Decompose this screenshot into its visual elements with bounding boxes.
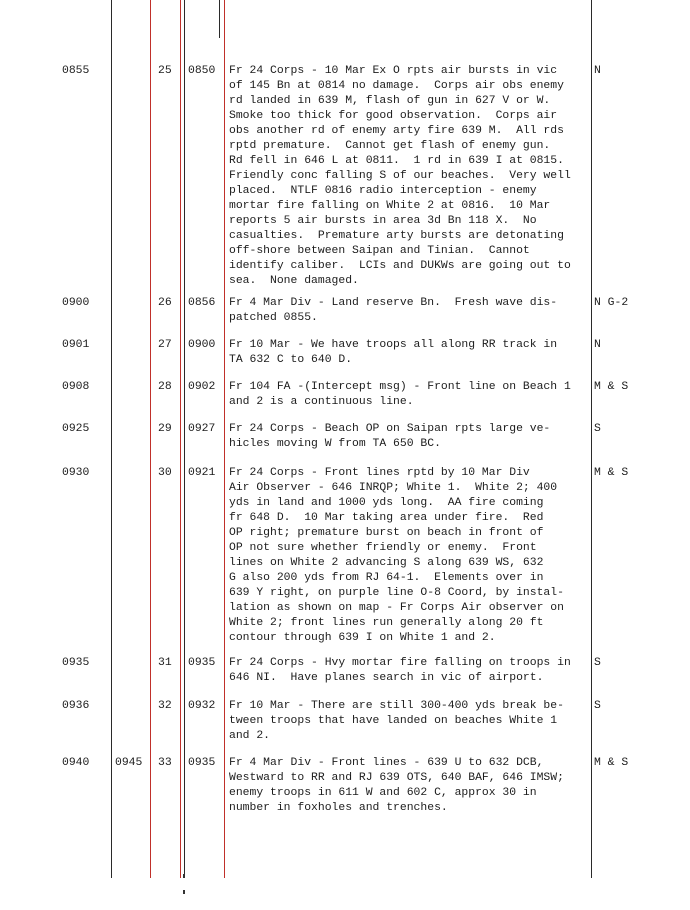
entry-action: M & S [594,381,629,393]
message-line: rptd premature. Cannot get flash of enemy gun. [229,140,551,152]
message-line: sea. None damaged. [229,275,359,287]
entry-number: 32 [158,700,172,712]
column-rule-5 [219,0,220,38]
entry-time: 0901 [62,339,90,351]
message-line: lation as shown on map - Fr Corps Air observer on [229,602,564,614]
column-rule-6 [224,0,225,878]
entry-received-time: 0921 [188,467,216,479]
message-line: Westward to RR and RJ 639 OTS, 640 BAF, 646 IMSW; [229,772,564,784]
entry-action: N [594,339,601,351]
entry-received-time: 0856 [188,297,216,309]
message-line: White 2; front lines run generally along 20 ft [229,617,544,629]
entry-message [229,338,557,368]
message-line: Fr 24 Corps - Beach OP on Saipan rpts large ve- [229,423,551,435]
message-line: Air Observer - 646 INRQP; White 1. White 2; 400 [229,482,558,494]
entry-received-time: 0900 [188,339,216,351]
entry-message [229,380,571,410]
column-rule-3 [180,0,181,878]
message-line: casualties. Premature arty bursts are detonating [229,230,564,242]
entry-number: 27 [158,339,172,351]
entry-time: 0936 [62,700,90,712]
entry-message [229,466,564,646]
column-rule-7 [591,0,592,878]
message-line: mortar fire falling on White 2 at 0816. 10 Mar [229,200,551,212]
message-line: Rd fell in 646 L at 0811. 1 rd in 639 I at 0815. [229,155,564,167]
entry-received-time: 0935 [188,757,216,769]
message-line: G also 200 yds from RJ 64-1. Elements over in [229,572,544,584]
message-line: Smoke too thick for good observation. Corps air [229,110,558,122]
message-line: lines on White 2 advancing S along 639 WS, 632 [229,557,544,569]
entry-time: 0935 [62,657,90,669]
entry-message [229,422,550,452]
message-line: of 145 Bn at 0814 no damage. Corps air obs enemy [229,80,564,92]
message-line: Fr 10 Mar - There are still 300-400 yds break be- [229,700,564,712]
message-line: Fr 24 Corps - Hvy mortar fire falling on troops in [229,657,571,669]
message-line: Fr 4 Mar Div - Land reserve Bn. Fresh wave dis- [229,297,558,309]
entry-time-2: 0945 [115,757,143,769]
entry-message [229,756,564,816]
entry-number: 28 [158,381,172,393]
entry-time: 0900 [62,297,90,309]
message-line: Fr 10 Mar - We have troops all along RR track in [229,339,558,351]
message-line: Fr 24 Corps - 10 Mar Ex O rpts air bursts in vic [229,65,558,77]
message-line: enemy troops in 611 W and 602 C, approx 30 in [229,787,537,799]
entry-received-time: 0935 [188,657,216,669]
entry-action: S [594,657,601,669]
message-line: TA 632 C to 640 D. [229,354,353,366]
message-line: and 2. [229,730,271,742]
entry-message [229,296,557,326]
message-line: 646 NI. Have planes search in vic of airport. [229,672,544,684]
entry-message [229,656,571,686]
message-line: Fr 24 Corps - Front lines rptd by 10 Mar Div [229,467,530,479]
message-line: reports 5 air bursts in area 3d Bn 118 X. No [229,215,537,227]
entry-received-time: 0850 [188,65,216,77]
entry-time: 0940 [62,757,90,769]
column-rule-1 [111,0,112,878]
message-line: number in foxholes and trenches. [229,802,448,814]
entry-action: M & S [594,467,629,479]
message-line: OP not sure whether friendly or enemy. Front [229,542,537,554]
entry-received-time: 0932 [188,700,216,712]
entry-received-time: 0927 [188,423,216,435]
entry-message [229,699,564,744]
entry-number: 29 [158,423,172,435]
entry-number: 30 [158,467,172,479]
message-line: identify caliber. LCIs and DUKWs are going out to [229,260,571,272]
entry-number: 31 [158,657,172,669]
message-line: tween troops that have landed on beaches White 1 [229,715,558,727]
column-rule-4 [184,0,185,878]
entry-action: M & S [594,757,629,769]
entry-number: 33 [158,757,172,769]
entry-time: 0908 [62,381,90,393]
entry-time: 0930 [62,467,90,479]
message-line: patched 0855. [229,312,318,324]
message-line: Friendly conc falling S of our beaches. Very well [229,170,571,182]
message-line: contour through 639 I on White 1 and 2. [229,632,496,644]
message-line: fr 648 D. 10 Mar taking area under fire. Red [229,512,544,524]
entry-action: S [594,423,601,435]
entry-action: N G-2 [594,297,629,309]
entry-action: S [594,700,601,712]
column-rule-2 [150,0,151,878]
margin-tick [183,890,185,894]
message-line: yds in land and 1000 yds long. AA fire coming [229,497,544,509]
message-line: placed. NTLF 0816 radio interception - enemy [229,185,537,197]
entry-received-time: 0902 [188,381,216,393]
entry-time: 0855 [62,65,90,77]
entry-message [229,64,571,289]
message-line: Fr 4 Mar Div - Front lines - 639 U to 632 DCB, [229,757,544,769]
message-line: off-shore between Saipan and Tinian. Cannot [229,245,530,257]
message-line: and 2 is a continuous line. [229,396,414,408]
margin-tick [183,874,185,878]
entry-time: 0925 [62,423,90,435]
message-line: hicles moving W from TA 650 BC. [229,438,441,450]
entry-number: 25 [158,65,172,77]
message-line: 639 Y right, on purple line O-8 Coord, by instal- [229,587,564,599]
entry-number: 26 [158,297,172,309]
message-line: OP right; premature burst on beach in front of [229,527,544,539]
message-line: obs another rd of enemy arty fire 639 M. All rds [229,125,564,137]
message-line: Fr 104 FA -(Intercept msg) - Front line on Beach 1 [229,381,571,393]
message-line: rd landed in 639 M, flash of gun in 627 V or W. [229,95,551,107]
entry-action: N [594,65,601,77]
